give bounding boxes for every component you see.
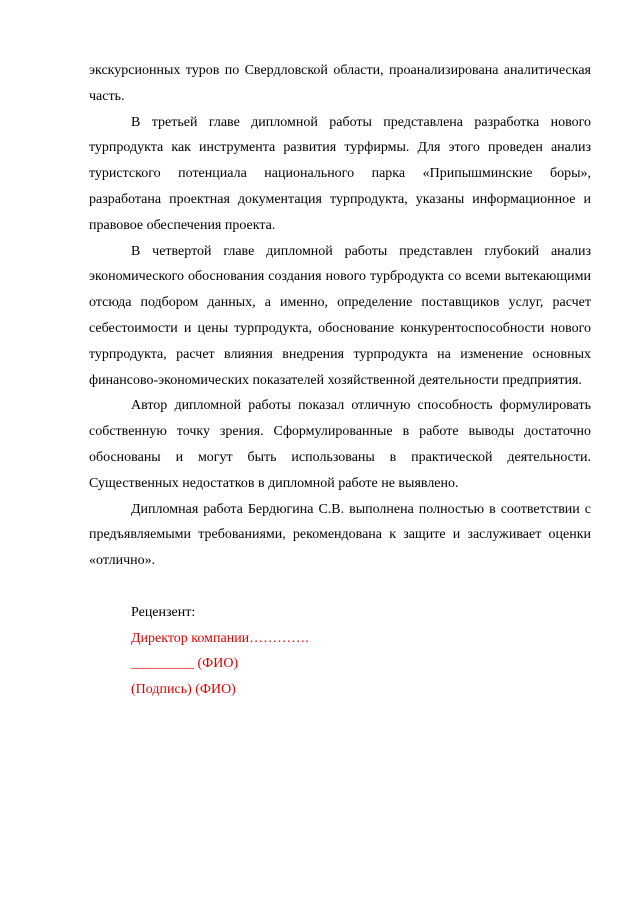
paragraph-p4: Автор дипломной работы показал отличную способность формулировать собственную точку зрения. Сформулированные в работе выводы достаточно обоснованы и могут быть использованы в практической деятельности. Существенных недостатков в дипломной работе не выявлено.	[89, 398, 591, 491]
paragraph-p2: В третьей главе дипломной работы представлена разработка нового турпродукта как инструмента развития турфирмы. Для этого проведен анализ туристского потенциала национального парка «Припышминские боры», разработана проектная документация турпродукта, указаны информационное и правовое обеспечения проекта.	[89, 114, 591, 233]
paragraph-p5: Дипломная работа Бердюгина С.В. выполнена полностью в соответствии с предъявляемыми требованиями, рекомендована к защите и заслуживает оценки «отлично».	[89, 501, 591, 569]
reviewer-sign-line: (Подпись) (ФИО)	[131, 681, 236, 697]
paragraph-p3: В четвертой главе дипломной работы представлен глубокий анализ экономического обоснования создания нового турбродукта со всеми вытекающими отсюда подбором данных, а именно, определение поставщиков услуг, расчет себестоимости и цены турпродукта, обоснование конкурентоспособности нового турпродукта, расчет влияния внедрения турпродукта на изменение основных финансово-экономических показателей хозяйственной деятельности предприятия.	[89, 243, 591, 388]
reviewer-label: Рецензент:	[131, 604, 196, 620]
document-page	[89, 58, 591, 702]
reviewer-position: Директор компании………….	[131, 630, 309, 646]
signature-block	[89, 600, 591, 702]
reviewer-fio-line: _________ (ФИО)	[131, 656, 239, 672]
paragraph-p1: экскурсионных туров по Свердловской области, проанализирована аналитическая часть.	[89, 63, 591, 104]
